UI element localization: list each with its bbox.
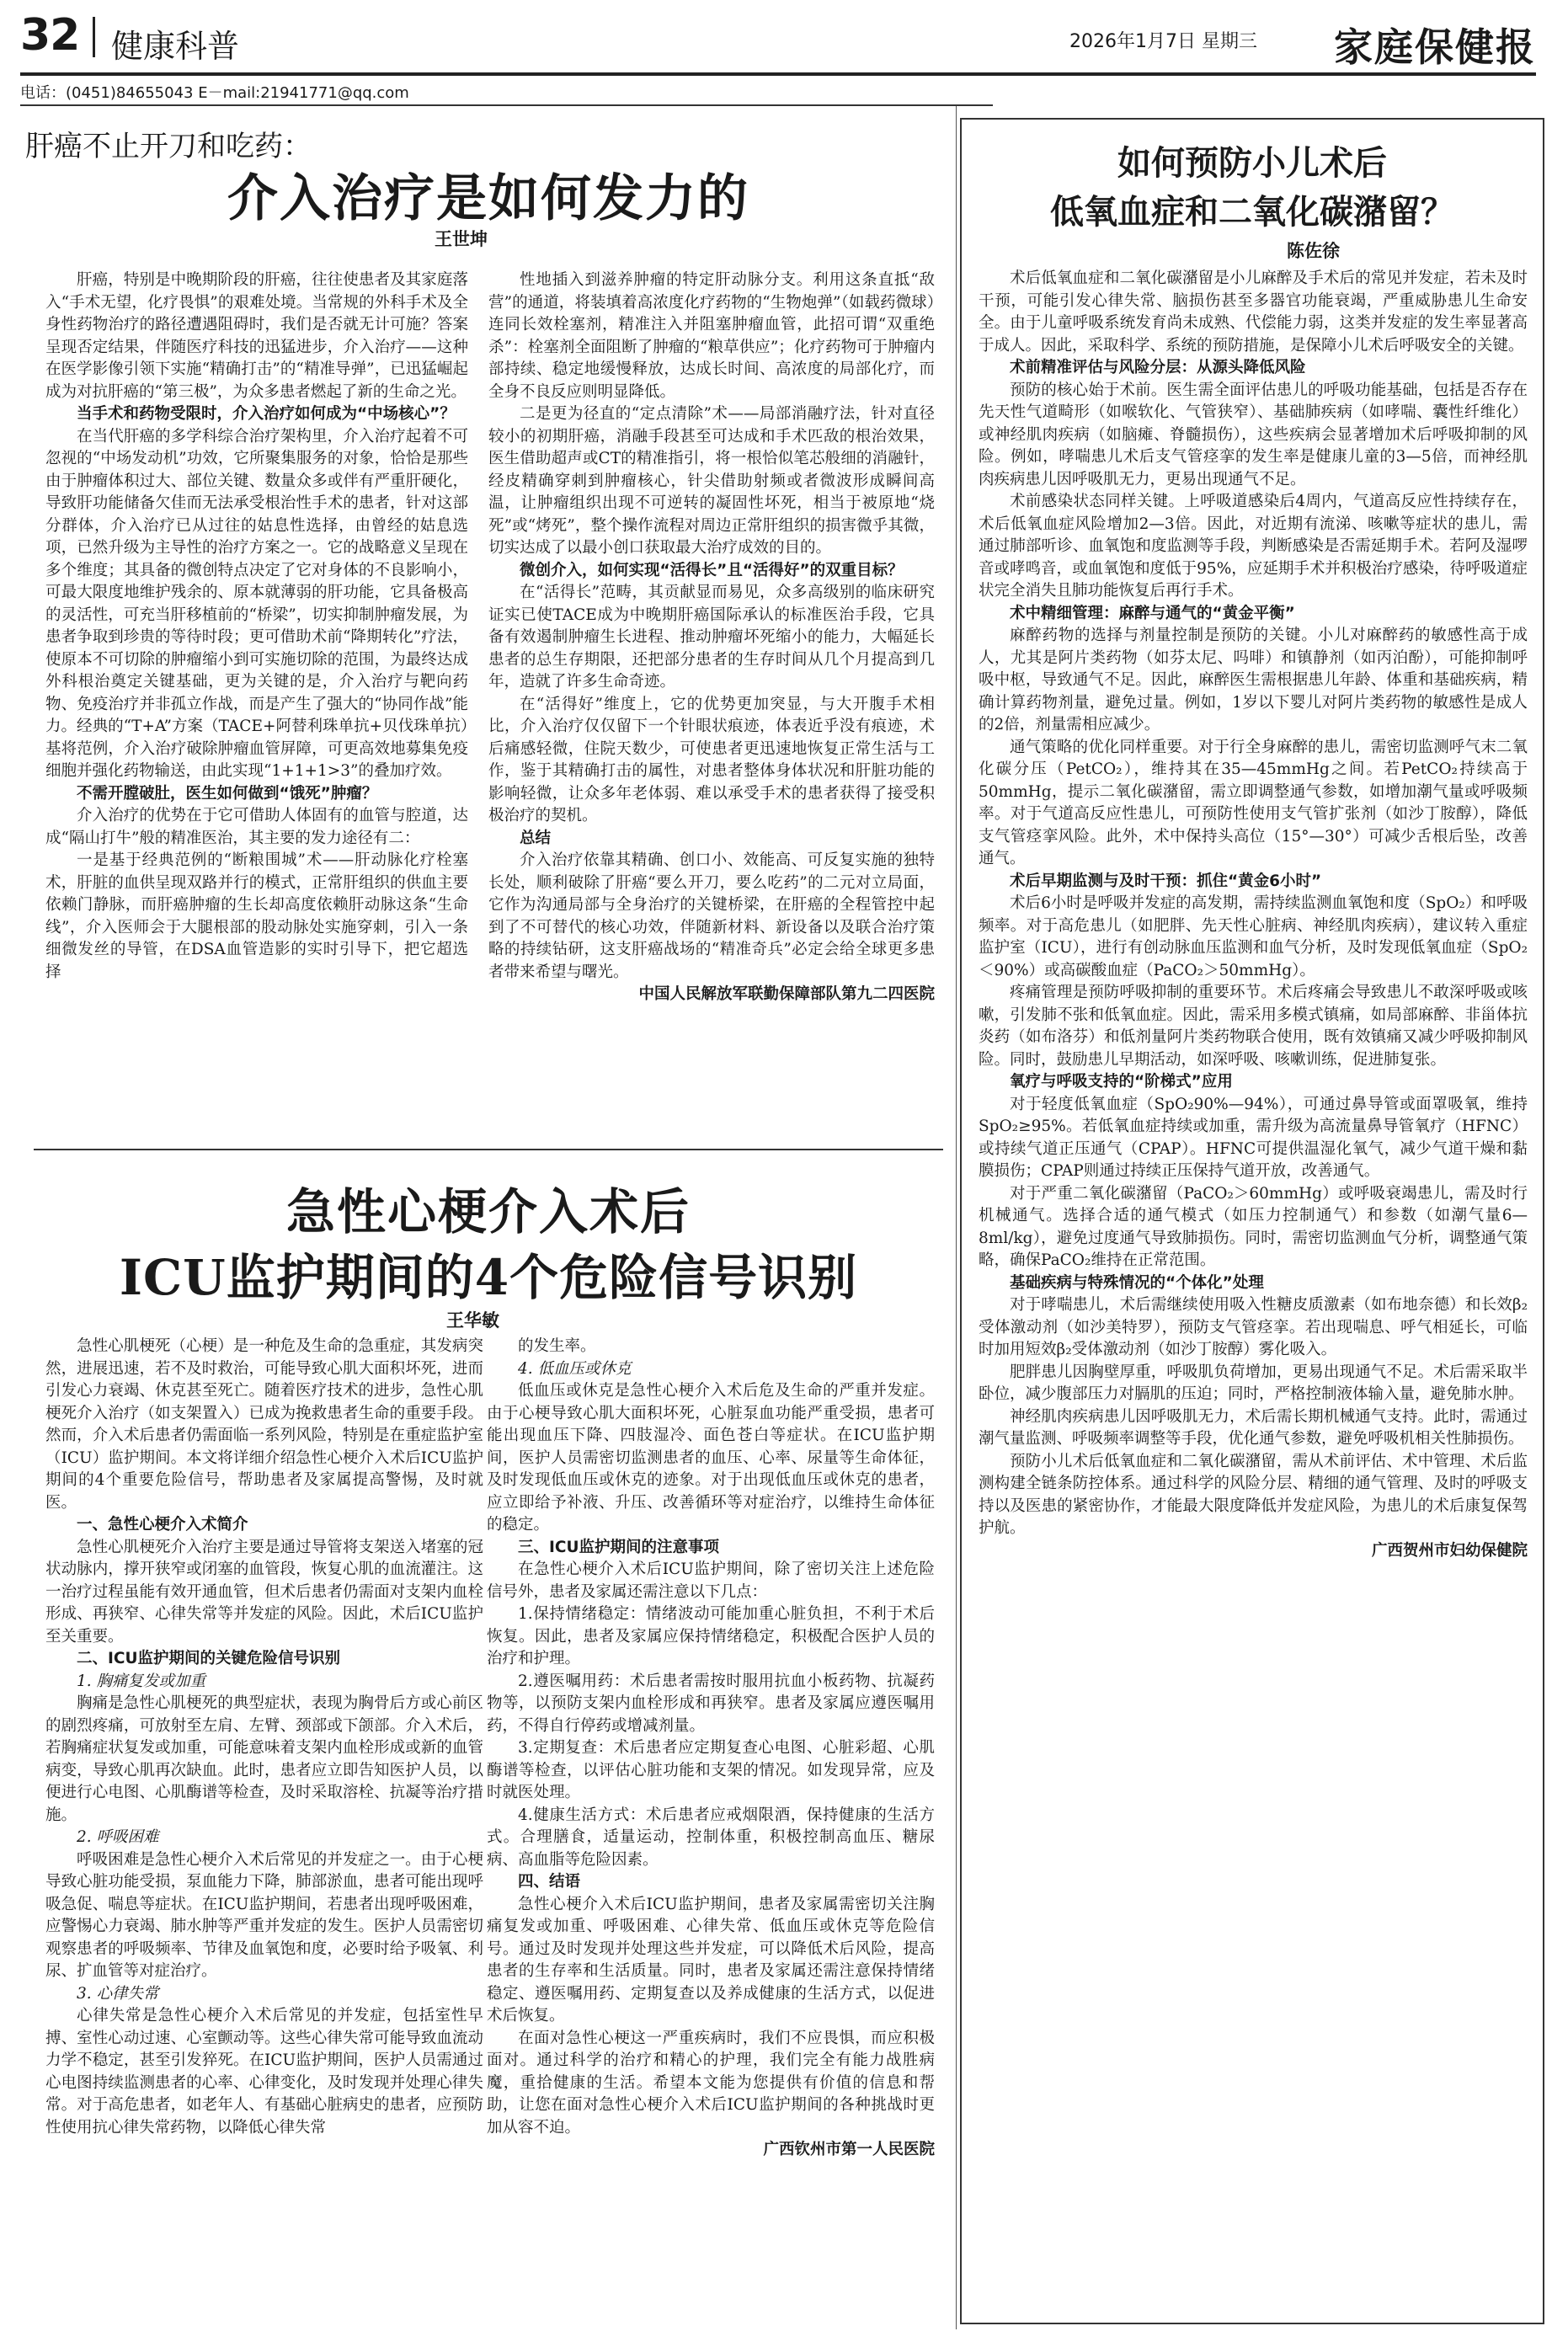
subheading: 一、急性心梗介入术简介 [77, 1516, 248, 1534]
affiliation: 中国人民解放军联勤保障部队第九二四医院 [638, 985, 935, 1003]
paragraph: 3.定期复查：术后患者应定期复查心电图、心脏彩超、心肌酶谱等检查，以评估心脏功能和支架的情况。如发现异常，应及时就医处理。 [487, 1739, 935, 1801]
article2-column-2 [487, 1336, 935, 2329]
contact-info: 电话：(0451)84655043 E－mail:21941771@qq.com [20, 84, 409, 102]
subheading: 术后早期监测与及时干预：抓住“黄金6小时” [1010, 872, 1322, 890]
subheading: 2. 呼吸困难 [77, 1828, 159, 1846]
paragraph: 急性心肌梗死介入治疗主要是通过导管将支架送入堵塞的冠状动脉内，撑开狭窄或闭塞的血管段，恢复心肌的血流灌注。这一治疗过程虽能有效开通血管，但术后患者仍需面对支架内血栓形成、再狭窄、心律失常等并发症的风险。因此，术后ICU监护至关重要。 [45, 1538, 483, 1646]
paragraph: 在当代肝癌的多学科综合治疗架构里，介入治疗起着不可忽视的“中场发动机”功效，它所聚集服务的对象，恰恰是那些由于肿瘤体积过大、部位关键、数量众多或伴有严重肝硬化，导致肝功能储备欠佳而无法承受根治性手术的患者，针对这部分群体，介入治疗已从过往的姑息性选择，由曾经的姑息选项，已然升级为主导性的治疗方案之一。它的战略意义呈现在多个维度；其具备的微创特点决定了它对身体的不良影响小，可最大限度地维护残余的、原本就薄弱的肝功能，它具备极高的灵活性，可充当肝移植前的“桥梁”，切实抑制肿瘤发展，为患者争取到珍贵的等待时段；更可借助术前“降期转化”疗法，使原本不可切除的肿瘤缩小到可实施切除的范围，为最终达成外科根治奠定关键基础，更为关键的是，介入治疗与靶向药物、免疫治疗并非孤立作战，而是产生了强大的“协同作战”能力。经典的“T+A”方案（TACE+阿替利珠单抗+贝伐珠单抗）基将范例，介入治疗破除肿瘤血管屏障，可更高效地募集免疫细胞并强化药物输送，由此实现“1+1+1>3”的叠加疗效。 [45, 427, 468, 780]
issue-date: 2026年1月7日 星期三 [1069, 31, 1257, 52]
article2-column-1 [45, 1336, 483, 2329]
paragraph: 对于轻度低氧血症（SpO₂90%—94%），可通过鼻导管或面罩吸氧，维持SpO₂≥95%。若低氧血症持续或加重，需升级为高流量鼻导管氧疗（HFNC）或持续气道正压通气（CPAP）。HFNC可提供温湿化氧气，减少气道干燥和黏膜损伤；CPAP则通过持续正压保持气道开放，改善通气。 [979, 1095, 1528, 1180]
article1-column-1 [45, 269, 468, 1112]
subheading: 微创介入，如何实现“活得长”且“活得好”的双重目标？ [520, 561, 904, 579]
paragraph: 4.健康生活方式：术后患者应戒烟限酒，保持健康的生活方式。合理膳食，适量运动，控制体重，积极控制高血压、糖尿病、高血脂等危险因素。 [487, 1806, 935, 1869]
subheading: 术中精细管理：麻醉与通气的“黄金平衡” [1010, 604, 1295, 622]
affiliation: 广西钦州市第一人民医院 [763, 2141, 935, 2158]
paragraph: 呼吸困难是急性心梗介入术后常见的并发症之一。由于心梗导致心脏功能受损，泵血能力下降，肺部淤血，患者可能出现呼吸急促、喘息等症状。在ICU监护期间，若患者出现呼吸困难，应警惕心力衰竭、肺水肿等严重并发症的发生。医护人员需密切观察患者的呼吸频率、节律及血氧饱和度，必要时给予吸氧、利尿、扩血管等对症治疗。 [45, 1850, 483, 1980]
header-divider [93, 17, 95, 57]
article1-author: 王世坤 [435, 228, 488, 249]
article-divider [34, 1149, 943, 1150]
paragraph: 肝癌，特别是中晚期阶段的肝癌，往往使患者及其家庭落入“手术无望，化疗畏惧”的艰难处境。当常规的外科手术及全身性药物治疗的路径遭遇阻碍时，我们是否就无计可施？答案呈现否定结果，伴随医疗科技的迅猛进步，介入治疗——这种在医学影像引领下实施“精确打击”的“精准导弹”，已迅猛崛起成为对抗肝癌的“第三极”，为众多患者燃起了新的生命之光。 [45, 271, 468, 401]
paragraph: 疼痛管理是预防呼吸抑制的重要环节。术后疼痛会导致患儿不敢深呼吸或咳嗽，引发肺不张和低氧血症。因此，需采用多模式镇痛，如局部麻醉、非甾体抗炎药（如布洛芬）和低剂量阿片类药物联合使用，既有效镇痛又减少呼吸抑制风险。同时，鼓励患儿早期活动，如深呼吸、咳嗽训练，促进肺复张。 [979, 984, 1528, 1069]
subheading: 术前精准评估与风险分层：从源头降低风险 [1010, 359, 1306, 376]
article2-author: 王华敏 [446, 1310, 499, 1331]
header-rule [20, 72, 1536, 76]
article3-title-line2: 低氧血症和二氧化碳潴留？ [1050, 192, 1454, 232]
paragraph: 2.遵医嘱用药：术后患者需按时服用抗血小板药物、抗凝药物等，以预防支架内血栓形成和再狭窄。患者及家属应遵医嘱用药，不得自行停药或增减剂量。 [487, 1672, 935, 1735]
article3-title-line1: 如何预防小儿术后 [1117, 143, 1387, 183]
subheading: 1. 胸痛复发或加重 [77, 1672, 206, 1690]
page-number: 32 [20, 10, 80, 61]
paragraph: 心律失常是急性心梗介入术后常见的并发症，包括室性早搏、室性心动过速、心室颤动等。这些心律失常可能导致血流动力学不稳定，甚至引发猝死。在ICU监护期间，医护人员需通过心电图持续监测患者的心率、心律变化，及时发现并处理心律失常。对于高危患者，如老年人、有基础心脏病史的患者，应预防性使用抗心律失常药物，以降低心律失常 [45, 2007, 483, 2137]
column-separator [956, 106, 957, 2329]
paragraph: 性地插入到滋养肿瘤的特定肝动脉分支。利用这条直抵“敌营”的通道，将装填着高浓度化疗药物的“生物炮弹”（如载药微球）连同长效栓塞剂，精准注入并阻塞肿瘤血管，此招可谓“双重绝杀”：栓塞剂全面阻断了肿瘤的“粮草供应”；化疗药物可于肿瘤内部持续、稳定地缓慢释放，达成长时间、高浓度的局部化疗，而全身不良反应则明显降低。 [488, 271, 935, 401]
paragraph: 预防的核心始于术前。医生需全面评估患儿的呼吸功能基础，包括是否存在先天性气道畸形（如喉软化、气管狭窄）、基础肺疾病（如哮喘、囊性纤维化）或神经肌肉疾病（如脑瘫、脊髓损伤），这些疾病会显著增加术后呼吸抑制的风险。例如，哮喘患儿术后支气管痉挛的发生率是健康儿童的3—5倍，而神经肌肉疾病患儿因呼吸肌无力，更易出现通气不足。 [979, 381, 1528, 488]
paragraph: 介入治疗的优势在于它可借助人体固有的血管与腔道，达成“隔山打牛”般的精准医治，其主要的发力途径有二： [45, 807, 468, 847]
article3-author: 陈佐徐 [1287, 240, 1340, 261]
paragraph: 对于严重二氧化碳潴留（PaCO₂＞60mmHg）或呼吸衰竭患儿，需及时行机械通气。选择合适的通气模式（如压力控制通气）和参数（如潮气量6—8ml/kg），避免过度通气导致肺损伤。同时，需密切监测血气分析，调整通气策略，确保PaCO₂维持在正常范围。 [979, 1184, 1528, 1269]
subheading: 当手术和药物受限时，介入治疗如何成为“中场核心”？ [77, 405, 456, 423]
paragraph: 在面对急性心梗这一严重疾病时，我们不应畏惧，而应积极面对。通过科学的治疗和精心的护理，我们完全有能力战胜病魔，重拾健康的生活。希望本文能为您提供有价值的信息和帮助，让您在面对急性心梗介入术后ICU监护期间的各种挑战时更加从容不迫。 [487, 2029, 935, 2137]
paragraph: 在“活得好”维度上，它的优势更加突显，与大开腹手术相比，介入治疗仅仅留下一个针眼状痕迹，体表近乎没有痕迹，术后痛感轻微，住院天数少，可使患者更迅速地恢复正常生活与工作，鉴于其精确打击的属性，对患者整体身体状况和肝脏功能的影响轻微，让众多年老体弱、难以承受手术的患者获得了接受积极治疗的契机。 [488, 695, 935, 824]
paragraph: 胸痛是急性心肌梗死的典型症状，表现为胸骨后方或心前区的剧烈疼痛，可放射至左肩、左臂、颈部或下颌部。介入术后，若胸痛症状复发或加重，可能意味着支架内血栓形成或新的血管病变，导致心肌再次缺血。此时，患者应立即告知医护人员，以便进行心电图、心肌酶谱等检查，及时采取溶栓、抗凝等治疗措施。 [45, 1694, 483, 1824]
paragraph: 急性心梗介入术后ICU监护期间，患者及家属需密切关注胸痛复发或加重、呼吸困难、心律失常、低血压或休克等危险信号。通过及时发现并处理这些并发症，可以降低术后风险，提高患者的生存率和生活质量。同时，患者及家属还需注意保持情绪稳定、遵医嘱用药、定期复查以及养成健康的生活方式，以促进术后恢复。 [487, 1895, 935, 2025]
article2-title-line2: ICU监护期间的4个危险信号识别 [119, 1249, 858, 1306]
paragraph: 一是基于经典范例的“断粮围城”术——肝动脉化疗栓塞术，肝脏的血供呈现双路并行的模式，正常肝组织的供血主要依赖门静脉，而肝癌肿瘤的生长却高度依赖肝动脉这条“生命线”，介入医师会于大腿根部的股动脉处实施穿刺，引入一条细微发丝的导管，在DSA血管造影的实时引导下，把它超选择 [45, 851, 468, 981]
paragraph: 术前感染状态同样关键。上呼吸道感染后4周内，气道高反应性持续存在，术后低氧血症风险增加2—3倍。因此，对近期有流涕、咳嗽等症状的患儿，需通过肺部听诊、血氧饱和度监测等手段，判断感染是否需延期手术。若阿及湿啰音或哮鸣音，或血氧饱和度低于95%，应延期手术并积极治疗感染，待呼吸道症状完全消失且肺功能恢复后再行手术。 [979, 493, 1528, 600]
paragraph: 麻醉药物的选择与剂量控制是预防的关键。小儿对麻醉药的敏感性高于成人，尤其是阿片类药物（如芬太尼、吗啡）和镇静剂（如丙泊酚），可能抑制呼吸中枢，导致通气不足。因此，麻醉医生需根据患儿年龄、体重和基础疾病，精确计算药物剂量，避免过量。例如，1岁以下婴儿对阿片类药物的敏感性是成人的2倍，剂量需相应减少。 [979, 627, 1528, 734]
paragraph: 对于哮喘患儿，术后需继续使用吸入性糖皮质激素（如布地奈德）和长效β₂受体激动剂（如沙美特罗），预防支气管痉挛。若出现喘息、呼气相延长，可临时加用短效β₂受体激动剂（如沙丁胺醇）雾化吸入。 [979, 1296, 1528, 1358]
paragraph: 通气策略的优化同样重要。对于行全身麻醉的患儿，需密切监测呼气末二氧化碳分压（PetCO₂），维持其在35—45mmHg之间。若PetCO₂持续高于50mmHg，提示二氧化碳潴留，需立即调整通气参数，如增加潮气量或呼吸频率。对于气道高反应性患儿，可预防性使用支气管扩张剂（如沙丁胺醇），降低支气管痉挛风险。此外，术中保持头高位（15°—30°）可减少舌根后坠，改善通气。 [979, 738, 1528, 867]
paragraph: 二是更为径直的“定点清除”术——局部消融疗法，针对直径较小的初期肝癌，消融手段甚至可达成和手术匹敌的根治效果，医生借助超声或CT的精准指引，将一根恰似笔芯般细的消融针，经皮精确穿刺到肿瘤核心，针尖借助射频或者微波形成瞬间高温，让肿瘤组织出现不可逆转的凝固性坏死，相当于被原地“烧死”或“烤死”，整个操作流程对周边正常肝组织的损害微乎其微，切实达成了以最小创口获取最大治疗成效的目的。 [488, 405, 935, 557]
subheading: 4. 低血压或休克 [518, 1359, 632, 1378]
subheading: 氧疗与呼吸支持的“阶梯式”应用 [1010, 1073, 1233, 1091]
subheading: 总结 [520, 829, 552, 847]
article1-kicker: 肝癌不止开刀和吃药： [25, 130, 312, 163]
newspaper-name: 家庭保健报 [1334, 24, 1536, 70]
affiliation: 广西贺州市妇幼保健院 [1371, 1541, 1528, 1560]
section-name: 健康科普 [111, 28, 240, 65]
paragraph: 肥胖患儿因胸壁厚重，呼吸肌负荷增加，更易出现通气不足。术后需采取半卧位，减少腹部压力对膈肌的压迫；同时，严格控制液体输入量，避免肺水肿。 [979, 1363, 1528, 1403]
paragraph: 预防小儿术后低氧血症和二氧化碳潴留，需从术前评估、术中管理、术后监测构建全链条防控体系。通过科学的风险分层、精细的通气管理、及时的呼吸支持以及医患的紧密协作，才能最大限度降低并发症风险，为患儿的术后康复保驾护航。 [979, 1452, 1528, 1537]
subheading: 不需开膛破肚，医生如何做到“饿死”肿瘤？ [77, 784, 378, 803]
subheading: 三、ICU监护期间的注意事项 [518, 1538, 719, 1556]
subheading: 3. 心律失常 [77, 1984, 159, 2003]
paragraph: 1.保持情绪稳定：情绪波动可能加重心脏负担，不利于术后恢复。因此，患者及家属应保持情绪稳定，积极配合医护人员的治疗和护理。 [487, 1605, 935, 1667]
paragraph: 的发生率。 [518, 1337, 596, 1355]
article3-body [979, 268, 1528, 2319]
subheading: 二、ICU监护期间的关键危险信号识别 [77, 1650, 340, 1667]
page-header [0, 0, 1568, 102]
article1-title: 介入治疗是如何发力的 [227, 169, 749, 228]
paragraph: 介入治疗依靠其精确、创口小、效能高、可反复实施的独特长处，顺利破除了肝癌“要么开刀，要么吃药”的二元对立局面，它作为沟通局部与全身治疗的关键桥梁，在肝癌的全程管控中起到了不可替代的核心功效，伴随新材料、新设备以及联合治疗策略的持续钻研，这支肝癌战场的“精准奇兵”必定会给全球更多患者带来希望与曙光。 [488, 851, 935, 981]
article2-title-line1: 急性心梗介入术后 [285, 1183, 691, 1240]
paragraph: 在急性心梗介入术后ICU监护期间，除了密切关注上述危险信号外，患者及家属还需注意以下几点： [487, 1560, 935, 1601]
subheading: 四、结语 [518, 1873, 581, 1891]
paragraph: 术后6小时是呼吸并发症的高发期，需持续监测血氧饱和度（SpO₂）和呼吸频率。对于高危患儿（如肥胖、先天性心脏病、神经肌肉疾病），建议转入重症监护室（ICU），进行有创动脉血压监测和血气分析，及时发现低氧血症（SpO₂＜90%）或高碳酸血症（PaCO₂＞50mmHg）。 [979, 894, 1528, 979]
contact-rule [20, 104, 993, 106]
article1-column-2 [488, 269, 935, 1112]
paragraph: 低血压或休克是急性心梗介入术后危及生命的严重并发症。由于心梗导致心肌大面积坏死，心脏泵血功能严重受损，患者可能出现血压下降、四肢湿冷、面色苍白等症状。在ICU监护期间，医护人员需密切监测患者的血压、心率、尿量等生命体征，及时发现低血压或休克的迹象。对于出现低血压或休克的患者，应立即给予补液、升压、改善循环等对症治疗，以维持生命体征的稳定。 [487, 1382, 935, 1534]
paragraph: 在“活得长”范畴，其贡献显而易见，众多高级别的临床研究证实已使TACE成为中晚期肝癌国际承认的标准医治手段，它具备有效遏制肿瘤生长进程、推动肿瘤坏死缩小的能力，大幅延长患者的总生存期限，还把部分患者的生存时间从几个月提高到几年，造就了许多生命奇迹。 [488, 584, 935, 691]
paragraph: 术后低氧血症和二氧化碳潴留是小儿麻醉及手术后的常见并发症，若未及时干预，可能引发心律失常、脑损伤甚至多器官功能衰竭，严重威胁患儿生命安全。由于儿童呼吸系统发育尚未成熟、代偿能力弱，这类并发症的发生率显著高于成人。因此，采取科学、系统的预防措施，是保障小儿术后呼吸安全的关键。 [979, 269, 1528, 355]
paragraph: 神经肌肉疾病患儿因呼吸肌无力，术后需长期机械通气支持。此时，需通过潮气量监测、呼吸频率调整等手段，优化通气参数，避免呼吸机相关性肺损伤。 [979, 1407, 1528, 1448]
paragraph: 急性心肌梗死（心梗）是一种危及生命的急重症，其发病突然，进展迅速，若不及时救治，可能导致心肌大面积坏死，进而引发心力衰竭、休克甚至死亡。随着医疗技术的进步，急性心肌梗死介入治疗（如支架置入）已成为挽救患者生命的重要手段。然而，介入术后患者仍需面临一系列风险，特别是在重症监护室（ICU）监护期间。本文将详细介绍急性心梗介入术后ICU监护期间的4个重要危险信号，帮助患者及家属提高警惕，及时就医。 [45, 1337, 483, 1512]
subheading: 基础疾病与特殊情况的“个体化”处理 [1010, 1273, 1264, 1292]
